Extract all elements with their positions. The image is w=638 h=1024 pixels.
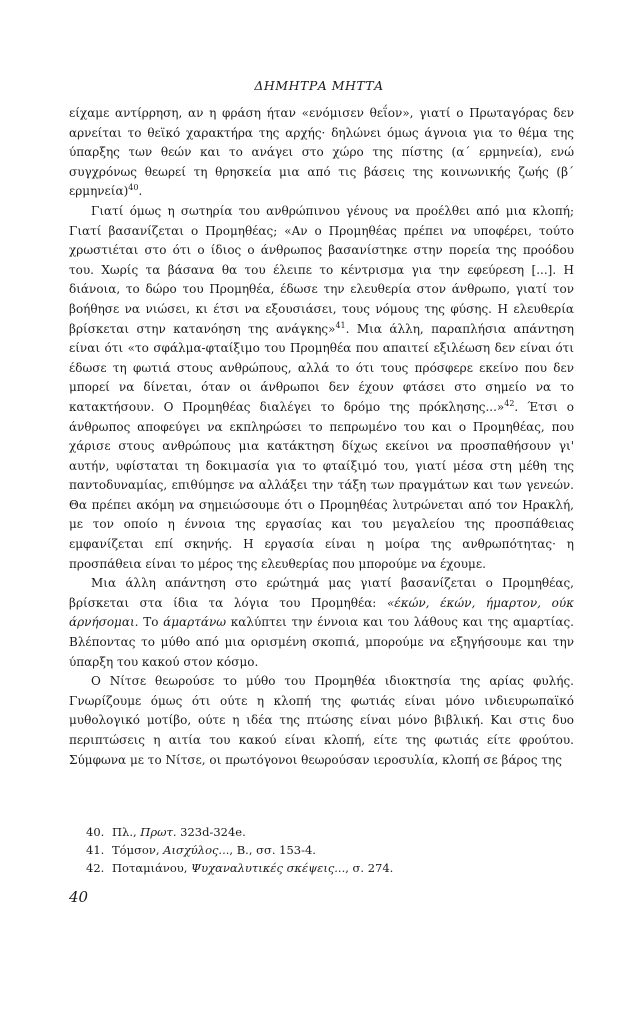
footnote-title: Ψυχαναλυτικές σκέψεις... bbox=[191, 861, 346, 875]
text-span: . Μια άλλη, παραπλήσια απάντηση είναι ότι «το σφάλμα-φταίξιμο του Προμηθέα που απαιτεί εξιλέωση δεν είναι ότι έδωσε τη φωτιά στους ανθρώπους, αλλά το ότι τους πρόσφερε εκείνο που δεν μπορεί να δίνεται, όταν οι άνθρωποι δεν έχουν φτάσει στο σημείο να το κατακτήσουν. Ο Προμηθέας διαλέγει το δρόμο της πρόκλησης...» bbox=[69, 321, 574, 414]
text-span: Γιατί όμως η σωτηρία του ανθρώπινου γένους να προέλθει από μια κλοπή; Γιατί βασανίζεται ο Προμηθέας; «Αν ο Προμηθέας πρέπει να υποφέρει, τούτο χρωστιέται στο ότι ο ίδιος ο άνθρωπος βασανίστηκε στην πορεία της προόδου του. Χωρίς τα βάσανα θα του έλειπε το κέντρισμα για την εφεύρεση [...]. Η διάνοια, το δώρο του Προμηθέα, έδωσε την ελευθερία στον άνθρωπο, γιατί τον βοήθησε να νιώσει, κι έτσι να εξουσιάσει, τους νόμους της φύσης. Η ελευθερία βρίσκεται στην κατανόηση της ανάγκης» bbox=[69, 203, 574, 336]
footnote bbox=[86, 859, 566, 877]
footnote-text-span: Ποταμιάνου, bbox=[112, 861, 192, 875]
paragraph bbox=[69, 574, 574, 672]
text-span: άμαρτάνω bbox=[163, 615, 227, 630]
text-span: καλύπτει την έννοια και του λάθους και της αμαρτίας. Βλέποντας το μύθο από μια ορισμένη σκοπιά, μπορούμε να εξηγήσουμε και την ύπαρξη του κακού στον κόσμο. bbox=[69, 615, 574, 669]
footnote-ref: 42 bbox=[504, 398, 515, 408]
footnote bbox=[86, 841, 566, 859]
text-span: Μια άλλη απάντηση στο ερώτημά μας γιατί βασανίζεται ο Προμηθέας, βρίσκεται στα ίδια τα λόγια του Προμηθέα: bbox=[69, 576, 574, 610]
text-span: . bbox=[138, 184, 143, 199]
body-text bbox=[69, 104, 574, 770]
page-number: 40 bbox=[69, 888, 89, 906]
footnote-text-span: Τόμσον, bbox=[112, 843, 164, 857]
footnote-ref: 40 bbox=[128, 183, 139, 193]
footnote-number: 42. bbox=[86, 861, 105, 875]
paragraph bbox=[69, 672, 574, 770]
footnote-number: 40. bbox=[86, 825, 105, 839]
text-span: Ο Νίτσε θεωρούσε το μύθο του Προμηθέα ιδιοκτησία της αρίας φυλής. Γνωρίζουμε όμως ότι ούτε η κλοπή της φωτιάς είναι μόνο ινδιευρωπαϊκό μυθολογικό μοτίβο, ούτε η ιδέα της πτώσης είναι μόνο βιβλική. Και στις δυο περιπτώσεις η αιτία του κακού είναι κλοπή, είτε της φωτιάς είτε φρούτου. Σύμφωνα με το Νίτσε, οι πρωτόγονοι θεωρούσαν ιεροσυλία, κλοπή σε βάρος της bbox=[69, 674, 574, 767]
paragraph bbox=[69, 202, 574, 574]
paragraph bbox=[69, 104, 574, 202]
footnote-title: Αισχύλος... bbox=[163, 843, 230, 857]
footnote-text-span: 323d-324e. bbox=[176, 825, 246, 839]
footnote-text bbox=[112, 859, 393, 877]
running-head: ΔΗΜΗΤΡΑ ΜΗΤΤΑ bbox=[254, 78, 384, 93]
text-span: . Έτσι ο άνθρωπος αποφεύγει να εκπληρώσει το πεπρωμένο του και ο Προμηθέας, που χάρισε στους ανθρώπους μια κατάκτηση δίχως εκείνοι να προσπαθήσουν γι' αυτήν, υφίσταται τη δοκιμασία για το φταίξιμό του, γιατί μέσα στη μέθη της παντοδυναμίας, επιθύμησε να αλλάξει την τάξη των πραγμάτων και των γενεών. Θα πρέπει ακόμη να σημειώσουμε ότι ο Προμηθέας λυτρώνεται από τον Ηρακλή, με τον οποίο η έννοια της εργασίας και του μεγαλείου της προσπάθειας εμφανίζεται επί σκηνής. Η εργασία είναι η μοίρα της ανθρωπότητας· η προσπάθεια είναι το μέρος της ελευθερίας που μπορούμε να έχουμε. bbox=[69, 399, 574, 571]
footnote bbox=[86, 823, 566, 841]
footnote-text-span: , σ. 274. bbox=[345, 861, 394, 875]
footnote-title: Πρωτ. bbox=[140, 825, 177, 839]
footnote-text-span: , Β., σσ. 153-4. bbox=[229, 843, 316, 857]
footnote-text bbox=[112, 823, 246, 841]
text-span: «έκών, έκών, ήμαρτον, ούκ άρνήσομαι. bbox=[69, 595, 574, 630]
footnote-number: 41. bbox=[86, 843, 105, 857]
footnote-text bbox=[112, 841, 316, 859]
footnote-ref: 41 bbox=[335, 320, 346, 330]
text-span: Το bbox=[138, 615, 164, 630]
text-span: είχαμε αντίρρηση, αν η φράση ήταν «ενόμισεν θεΐον», γιατί ο Πρωταγόρας δεν αρνείται το θεϊκό χαρακτήρα της αρχής· δηλώνει όμως άγνοια για το θέμα της ύπαρξης των θεών και το ανάγει στο χώρο της πίστης (α΄ ερμηνεία), ενώ συγχρόνως θεωρεί τη θρησκεία μια από τις βάσεις της κοινωνικής ζωής (β΄ ερμηνεία) bbox=[69, 106, 574, 199]
footnote-text-span: Πλ., bbox=[112, 825, 141, 839]
footnotes bbox=[86, 823, 566, 877]
